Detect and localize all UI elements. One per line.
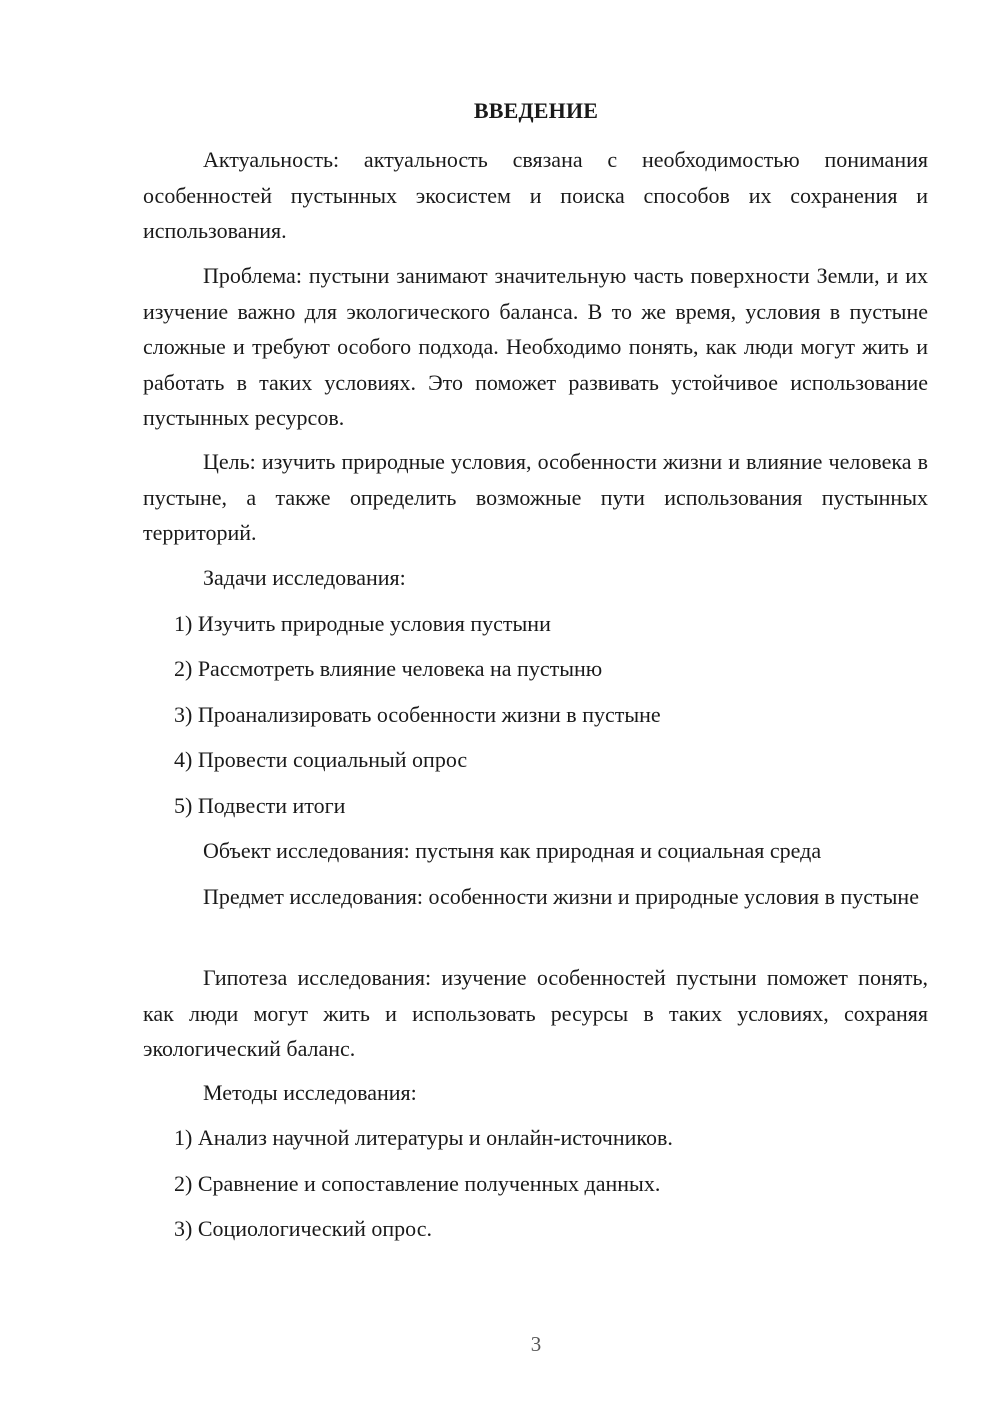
task-item: 3) Проанализировать особенности жизни в пустыне xyxy=(174,702,661,727)
methods-title-section xyxy=(143,1075,928,1111)
page-title: ВВЕДЕНИЕ xyxy=(473,98,599,123)
page-number: 3 xyxy=(530,1332,542,1356)
goal-section xyxy=(143,444,928,551)
hypothesis-paragraph: Гипотеза исследования: изучение особенностей пустыни поможет понять, как люди могут жить и использовать ресурсы в таких условиях, сохраняя экологический баланс. xyxy=(143,965,928,1061)
methods-item-3-wrap xyxy=(143,1211,928,1247)
subject-paragraph: Предмет исследования: особенности жизни и природные условия в пустыне xyxy=(203,884,919,909)
tasks-title-section xyxy=(143,560,928,596)
problem-section xyxy=(143,258,928,436)
tasks-item-5-wrap xyxy=(143,788,928,824)
method-item: 2) Сравнение и сопоставление полученных данных. xyxy=(174,1171,661,1196)
tasks-item-2-wrap xyxy=(143,651,928,687)
tasks-item-4-wrap xyxy=(143,742,928,778)
task-item: 4) Провести социальный опрос xyxy=(174,747,468,772)
tasks-title: Задачи исследования: xyxy=(203,565,406,590)
methods-item-2-wrap xyxy=(143,1166,928,1202)
goal-paragraph: Цель: изучить природные условия, особенности жизни и влияние человека в пустыне, а также определить возможные пути использования пустынных территорий. xyxy=(143,449,928,545)
problem-paragraph: Проблема: пустыни занимают значительную часть поверхности Земли, и их изучение важно для экологического баланса. В то же время, условия в пустыне сложные и требуют особого подхода. Необходимо понять, как люди могут жить и работать в таких условиях. Это поможет развивать устойчивое использование пустынных ресурсов. xyxy=(143,263,928,430)
object-paragraph: Объект исследования: пустыня как природная и социальная среда xyxy=(203,838,822,863)
method-item: 1) Анализ научной литературы и онлайн-источников. xyxy=(174,1125,673,1150)
tasks-item-1-wrap xyxy=(143,606,928,642)
methods-item-1-wrap xyxy=(143,1120,928,1156)
object-section xyxy=(143,833,928,869)
relevance-paragraph: Актуальность: актуальность связана с необходимостью понимания особенностей пустынных экосистем и поиска способов их сохранения и использования. xyxy=(143,147,928,243)
method-item: 3) Социологический опрос. xyxy=(174,1216,432,1241)
task-item: 1) Изучить природные условия пустыни xyxy=(174,611,551,636)
tasks-item-3-wrap xyxy=(143,697,928,733)
hypothesis-section xyxy=(143,960,928,1067)
subject-section xyxy=(143,879,928,915)
task-item: 5) Подвести итоги xyxy=(174,793,346,818)
task-item: 2) Рассмотреть влияние человека на пустыню xyxy=(174,656,603,681)
methods-title: Методы исследования: xyxy=(203,1080,417,1105)
relevance-section xyxy=(143,142,928,249)
